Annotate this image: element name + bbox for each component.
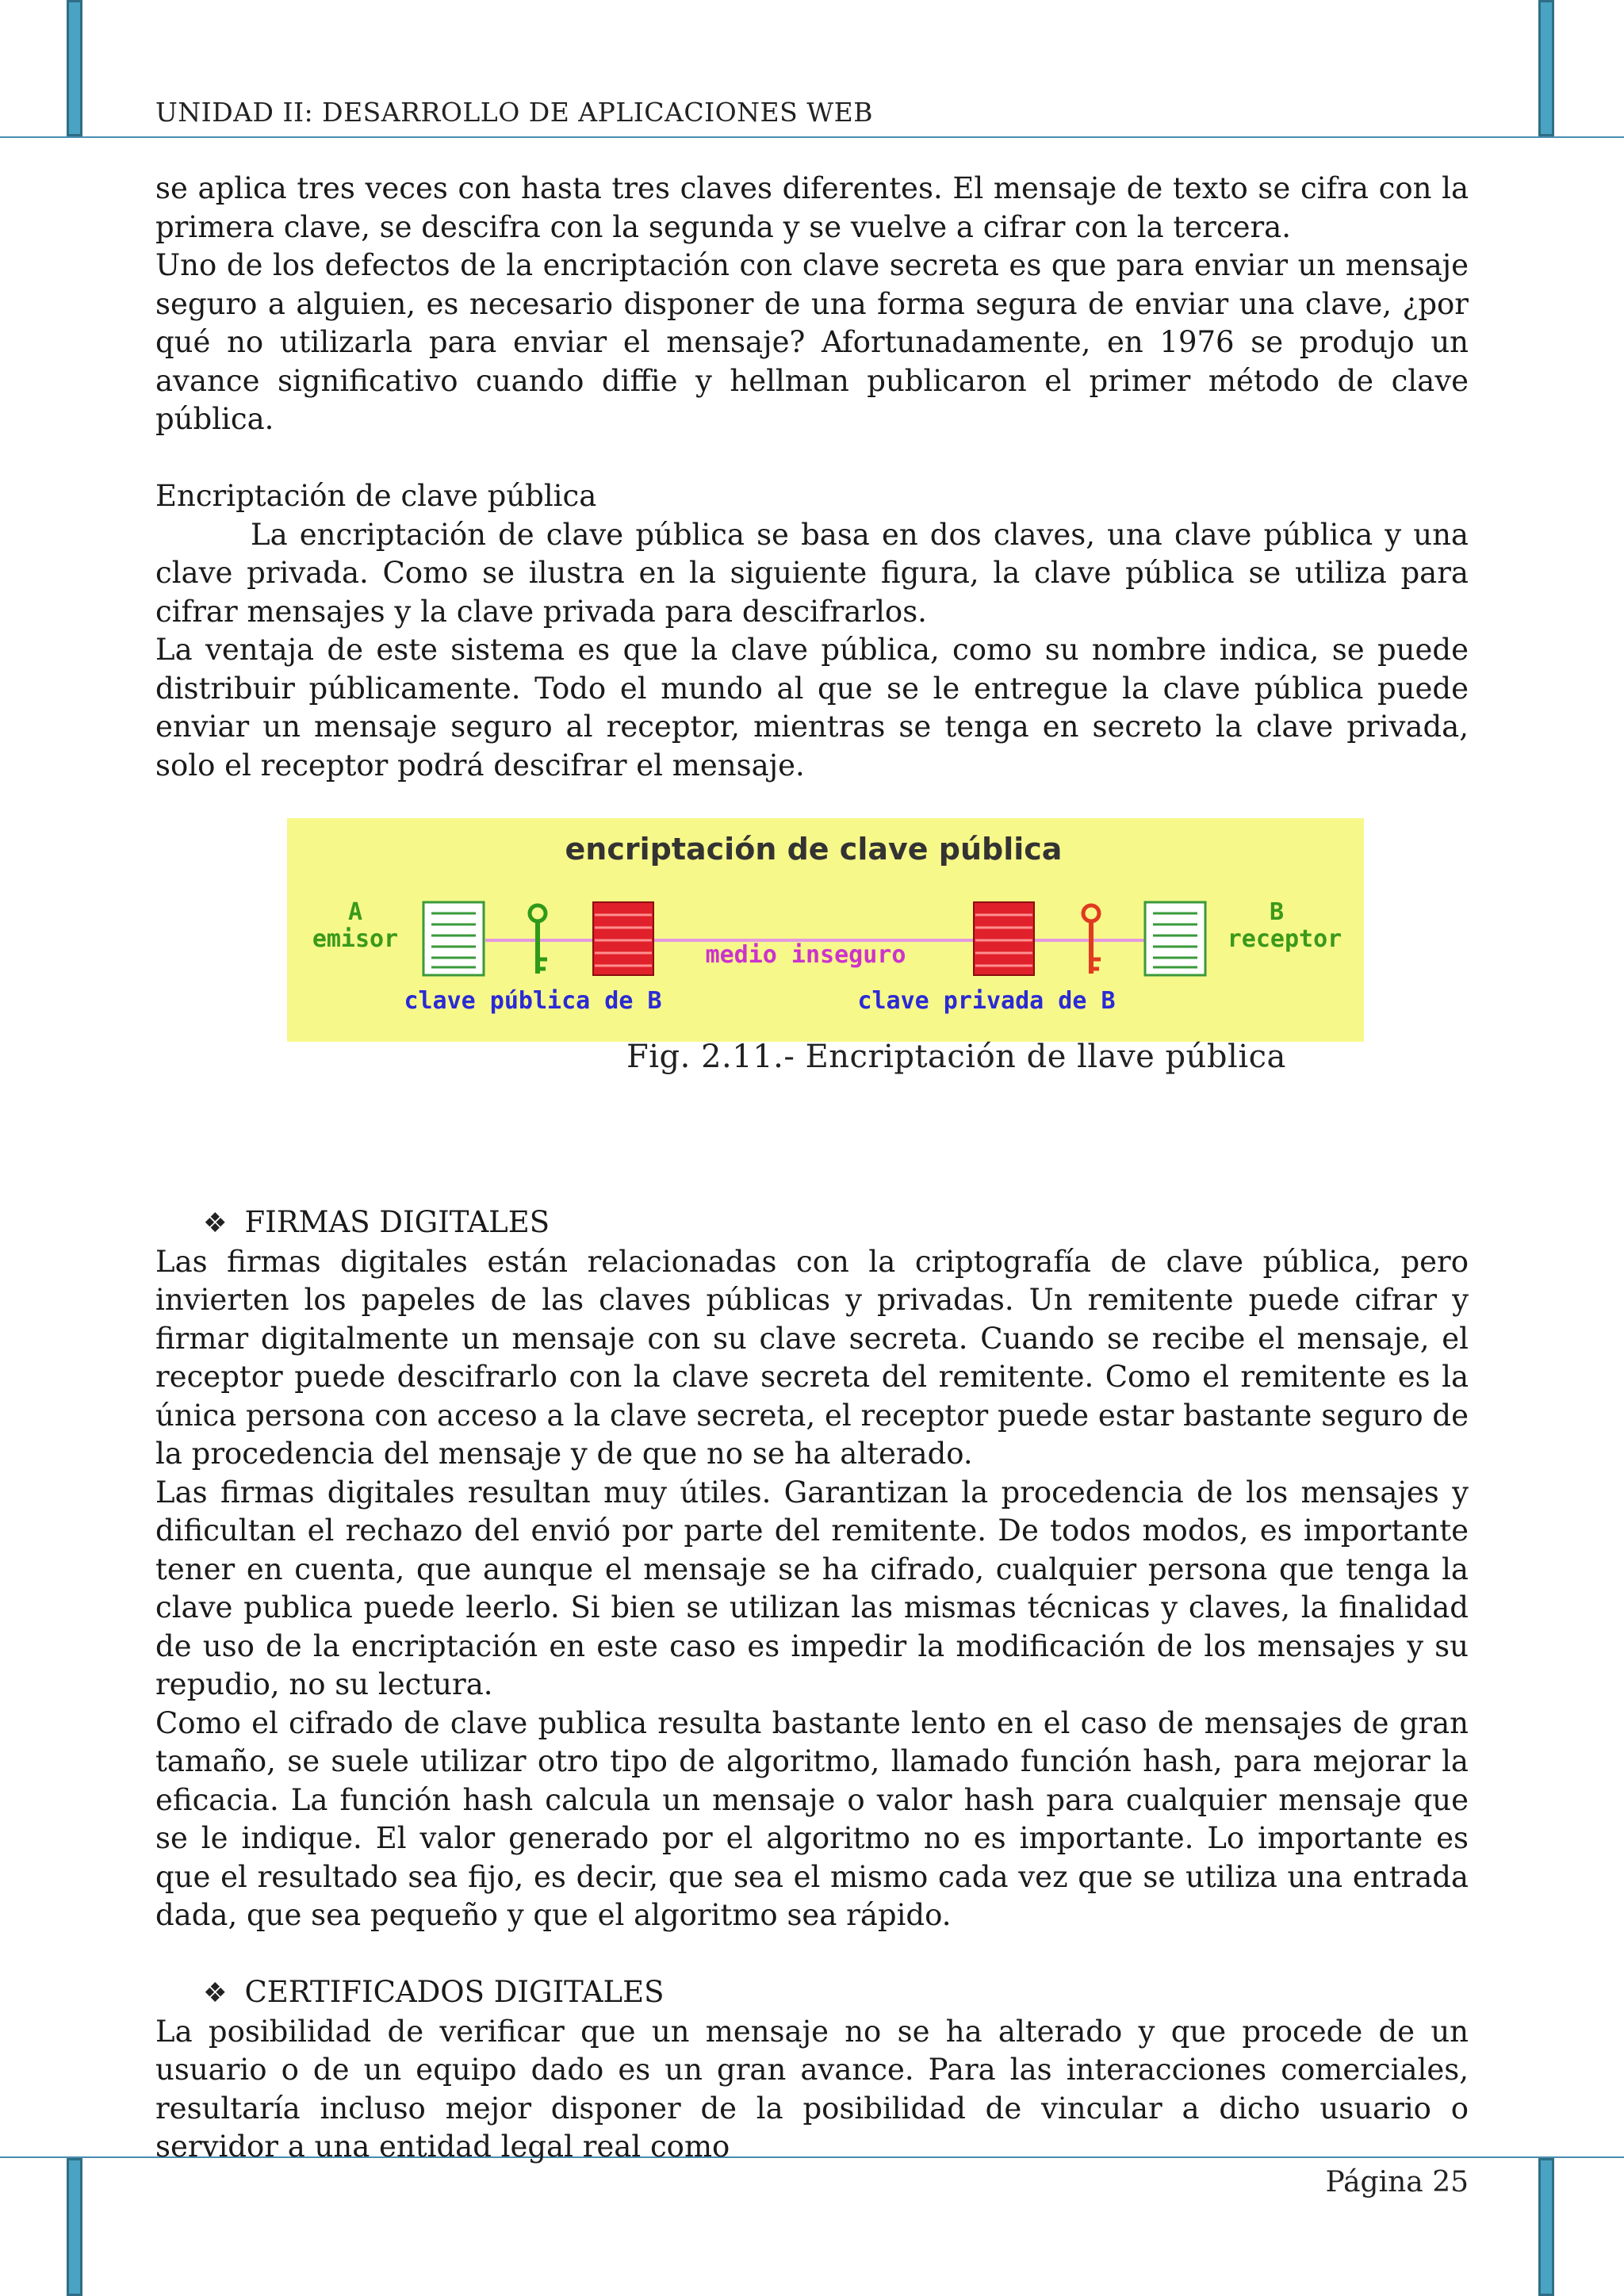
channel-label: medio inseguro [705, 941, 906, 969]
footer-bar-right [1538, 2158, 1554, 2296]
encrypted-block-icon [593, 902, 653, 975]
public-key-encryption-figure [287, 818, 1364, 1042]
paragraph: La encriptación de clave pública se basa en dos claves, una clave pública y una clave privada. Como se ilustra en la siguiente figura, la clave pública se utiliza para cifrar mensajes y la clave privada para descifrarlos. [155, 517, 1469, 629]
figure-diagram [287, 818, 1364, 1042]
receiver-label: receptor [1227, 925, 1342, 953]
diamond-bullet-icon: ❖ [203, 1977, 228, 2009]
sender-label: emisor [312, 925, 399, 953]
running-header: UNIDAD II: DESARROLLO DE APLICACIONES WEB [155, 97, 874, 128]
page-number: Página 25 [1325, 2166, 1469, 2198]
paragraph: Las firmas digitales están relacionadas con la criptografía de clave pública, pero invierten los papeles de las claves públicas y privadas. Un remitente puede cifrar y firmar digitalmente un mensaje con su clave secreta. Cuando se recibe el mensaje, el receptor puede descifrarlo con la clave secreta del remitente. Como el remitente es la única persona con acceso a la clave secreta, el receptor puede estar bastante seguro de la procedencia del mensaje y de que no se ha alterado. [155, 1244, 1469, 1471]
receiver-letter: B [1269, 898, 1285, 926]
lower-text-block [155, 1203, 1469, 2167]
paragraph: Uno de los defectos de la encriptación con clave secreta es que para enviar un mensaje seguro a alguien, es necesario disponer de una forma segura de enviar una clave, ¿por qué no utilizarla para enviar el mensaje? Afortunadamente, en 1976 se produjo un avance significativo cuando diffie y hellman publicaron el primer método de clave pública. [155, 248, 1469, 436]
section-heading-public-key: Encriptación de clave pública [155, 479, 597, 513]
header-bar-left [67, 0, 82, 136]
section-heading-label: FIRMAS DIGITALES [244, 1205, 550, 1239]
top-text-block [155, 170, 1469, 785]
private-key-label: clave privada de B [857, 987, 1116, 1015]
footer-bar-left [67, 2158, 82, 2296]
sender-letter: A [347, 898, 363, 926]
plaintext-document-icon [423, 902, 484, 975]
paragraph: Como el cifrado de clave publica resulta bastante lento en el caso de mensajes de gran tamaño, se suele utilizar otro tipo de algoritmo, llamado función hash, para mejorar la eficacia. La función hash calcula un mensaje o valor hash para cualquier mensaje que se le indique. El valor generado por el algoritmo no es importante. Lo importante es que el resultado sea fijo, es decir, que sea el mismo cada vez que se utiliza una entrada dada, que sea pequeño y que el algoritmo sea rápido. [155, 1705, 1469, 1932]
header-bar-right [1538, 0, 1554, 136]
paragraph: Las firmas digitales resultan muy útiles. Garantizan la procedencia de los mensajes y dificultan el rechazo del envió por parte del remitente. De todos modos, es importante tener en cuenta, que aunque el mensaje se ha cifrado, cualquier persona que tenga la clave publica puede leerlo. Si bien se utilizan las mismas técnicas y claves, la finalidad de uso de la encriptación en este caso es impedir la modificación de los mensajes y su repudio, no su lectura. [155, 1475, 1469, 1701]
paragraph: La ventaja de este sistema es que la clave pública, como su nombre indica, se puede distribuir públicamente. Todo el mundo al que se le entregue la clave pública puede enviar un mensaje seguro al receptor, mientras se tenga en secreto la clave privada, solo el receptor podrá descifrar el mensaje. [155, 633, 1469, 783]
encrypted-block-icon-right [974, 902, 1034, 975]
decrypted-document-icon [1145, 902, 1205, 975]
public-key-label: clave pública de B [404, 987, 662, 1015]
paragraph: La posibilidad de verificar que un mensaje no se ha alterado y que procede de un usuario o de un equipo dado es un gran avance. Para las interacciones comerciales, resultaría incluso mejor disponer de la posibilidad de vincular a dicho usuario o servidor a una entidad legal real como [155, 2014, 1469, 2164]
section-heading-label: CERTIFICADOS DIGITALES [244, 1975, 665, 2009]
figure-title: encriptación de clave pública [565, 832, 1063, 867]
diamond-bullet-icon: ❖ [203, 1207, 228, 1239]
header-rule [0, 136, 1624, 138]
section-heading-signatures [155, 1203, 1469, 1243]
figure-caption: Fig. 2.11.- Encriptación de llave pública [626, 1039, 1286, 1075]
paragraph: se aplica tres veces con hasta tres claves diferentes. El mensaje de texto se cifra con la primera clave, se descifra con la segunda y se vuelve a cifrar con la tercera. [155, 171, 1469, 244]
section-heading-certificates [155, 1973, 1469, 2013]
